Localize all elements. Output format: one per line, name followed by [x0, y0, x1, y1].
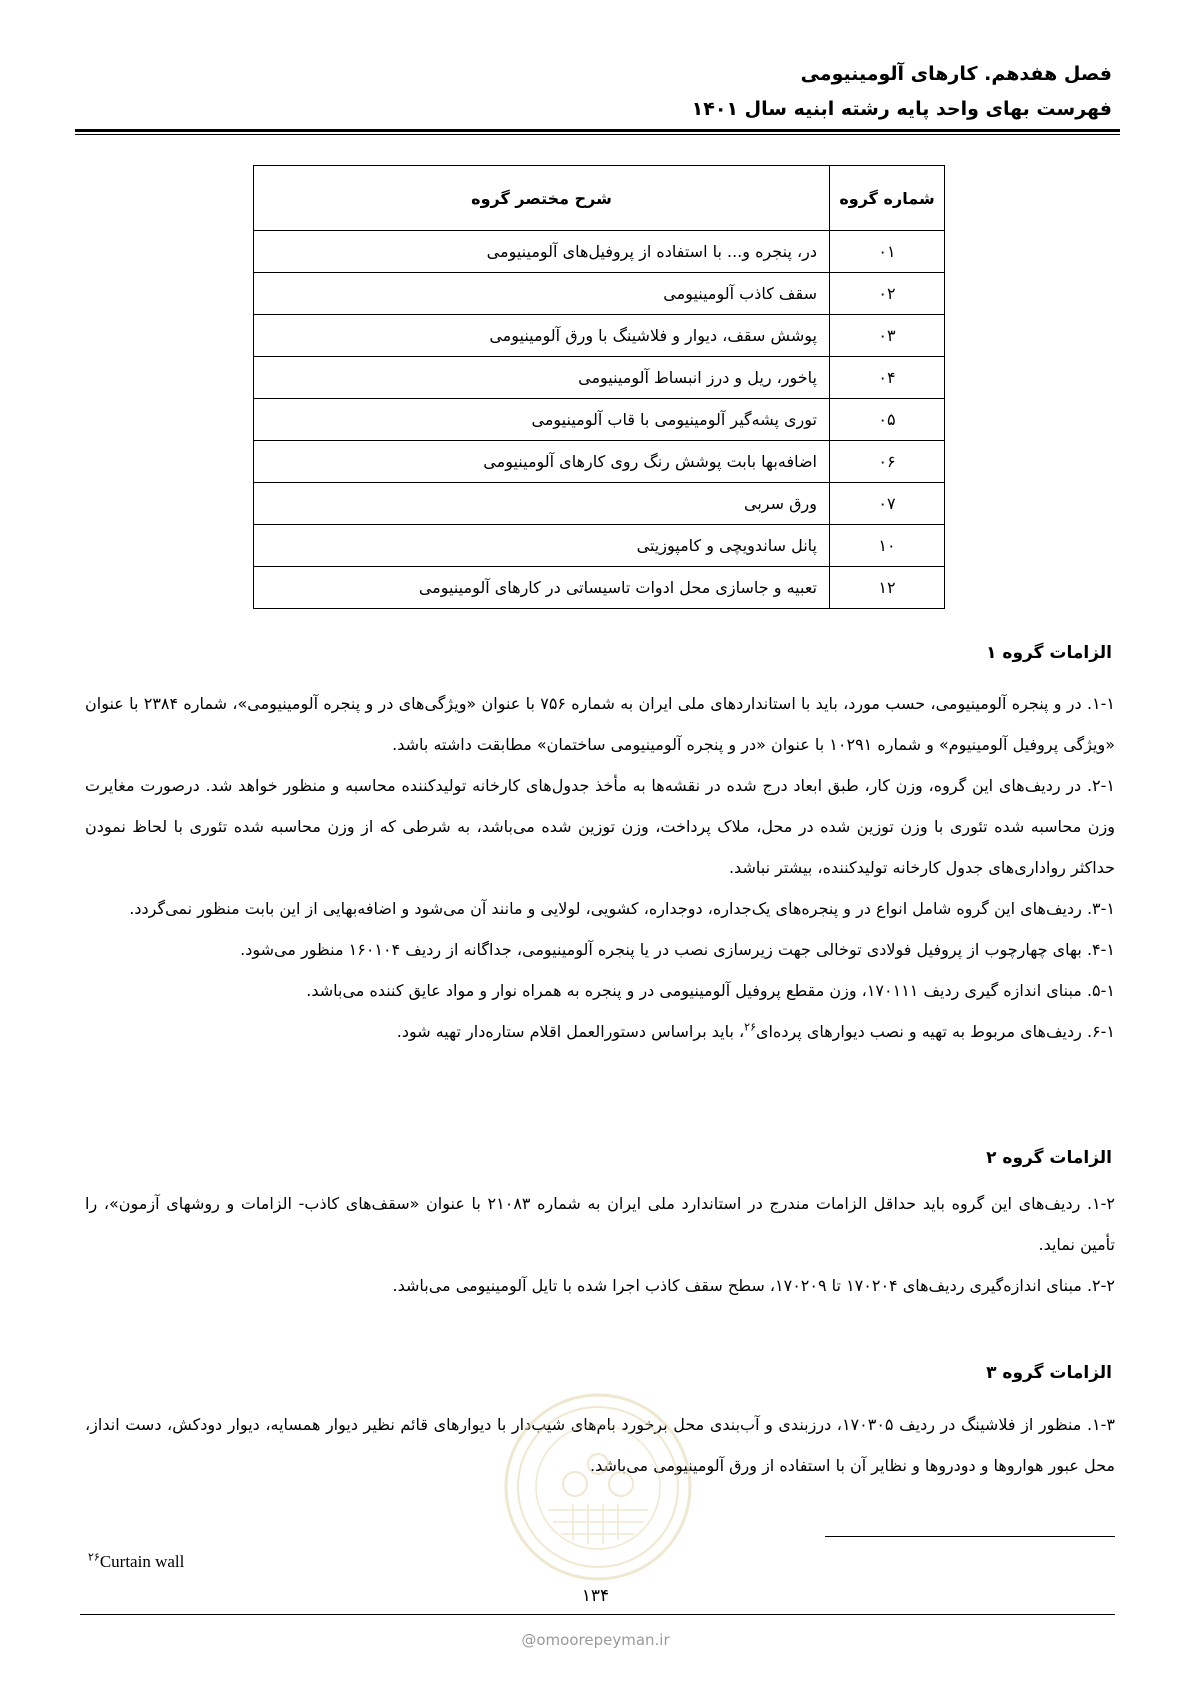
- group-number: ۰۵: [830, 399, 945, 441]
- group-description: ورق سربی: [254, 483, 830, 525]
- group-table: [253, 165, 945, 609]
- requirement-paragraph: ۱-۱. در و پنجره آلومینیومی، حسب مورد، باید با استانداردهای ملی ایران به شماره ۷۵۶ با عنوان «ویژگی‌های در و پنجره آلومینیومی»، شماره ۲۳۸۴ با عنوان «ویژگی پروفیل آلومینیوم» و شماره ۱۰۲۹۱ با عنوان «در و پنجره آلومینیومی ساختمان» مطابقت داشته باشد.: [85, 694, 1116, 754]
- section-title-group-1: الزامات گروه ۱: [986, 643, 1112, 663]
- group-description: پانل ساندویچی و کامپوزیتی: [254, 525, 830, 567]
- group-description: اضافه‌بها بابت پوشش رنگ روی کارهای آلومینیومی: [254, 441, 830, 483]
- requirement-paragraph: ۱-۲. ردیف‌های این گروه باید حداقل الزامات مندرج در استاندارد ملی ایران به شماره ۲۱۰۸۳ با عنوان «سقف‌های کاذب- الزامات و روشهای آزمون»، را تأمین نماید.: [85, 1194, 1116, 1254]
- header-group-description: شرح مختصر گروه: [254, 166, 830, 231]
- requirement-paragraph: ۲-۲. مبنای اندازه‌گیری ردیف‌های ۱۷۰۲۰۴ تا ۱۷۰۲۰۹، سطح سقف کاذب اجرا شده با تایل آلومینیومی می‌باشد.: [392, 1276, 1115, 1295]
- group-description: پاخور، ریل و درز انبساط آلومینیومی: [254, 357, 830, 399]
- footer-rule: [80, 1614, 1115, 1615]
- section-body-group-1: [85, 683, 1115, 1052]
- chapter-title: فصل هفدهم. کارهای آلومینیومی: [800, 63, 1112, 85]
- footnote-separator: [825, 1536, 1115, 1537]
- table-row: [254, 525, 945, 567]
- group-number: ۰۱: [830, 231, 945, 273]
- group-number: ۰۲: [830, 273, 945, 315]
- group-number: ۰۴: [830, 357, 945, 399]
- requirement-text: ۶-۱. ردیف‌های مربوط به تهیه و نصب دیوارهای پرده‌ای: [756, 1022, 1115, 1041]
- table-header-row: [254, 166, 945, 231]
- requirement-text-continued: ، باید براساس دستورالعمل اقلام ستاره‌دار تهیه شود.: [396, 1022, 745, 1041]
- table-row: [254, 441, 945, 483]
- requirement-paragraph: [85, 1011, 1115, 1052]
- group-description: تعبیه و جاسازی محل ادوات تاسیساتی در کارهای آلومینیومی: [254, 567, 830, 609]
- group-number: ۰۶: [830, 441, 945, 483]
- header-rule-thick: [75, 129, 1120, 132]
- watermark-seal-logo: [503, 1392, 693, 1582]
- group-number: ۰۳: [830, 315, 945, 357]
- header-group-number: شماره گروه: [830, 166, 945, 231]
- group-description: سقف کاذب آلومینیومی: [254, 273, 830, 315]
- group-description: پوشش سقف، دیوار و فلاشینگ با ورق آلومینیومی: [254, 315, 830, 357]
- group-description: در، پنجره و... با استفاده از پروفیل‌های آلومینیومی: [254, 231, 830, 273]
- table-row: [254, 315, 945, 357]
- table-row: [254, 399, 945, 441]
- header-rule-thin: [75, 134, 1120, 135]
- group-description: توری پشه‌گیر آلومینیومی با قاب آلومینیومی: [254, 399, 830, 441]
- table-row: [254, 273, 945, 315]
- group-number: ۱۲: [830, 567, 945, 609]
- group-number: ۱۰: [830, 525, 945, 567]
- price-list-subtitle: فهرست بهای واحد پایه رشته ابنیه سال ۱۴۰۱: [691, 98, 1112, 120]
- footnote-text: Curtain wall: [99, 1552, 185, 1571]
- requirement-paragraph: ۴-۱. بهای چهارچوب از پروفیل فولادی توخالی جهت زیرسازی نصب در یا پنجره آلومینیومی، جداگانه از ردیف ۱۶۰۱۰۴ منظور می‌شود.: [240, 940, 1115, 959]
- requirement-paragraph: ۱-۳. منظور از فلاشینگ در ردیف ۱۷۰۳۰۵، درزبندی و آب‌بندی محل برخورد بام‌های شیب‌دار با دیوارهای قائم نظیر دیوار همسایه، دیوار دودکش، دست انداز، محل عبور هواروها و دودروها و نظایر آن با استفاده از ورق آلومینیومی می‌باشد.: [85, 1415, 1115, 1475]
- requirement-paragraph: ۵-۱. مبنای اندازه گیری ردیف ۱۷۰۱۱۱، وزن مقطع پروفیل آلومینیومی در و پنجره به همراه نوار و مواد عایق کننده می‌باشد.: [306, 981, 1115, 1000]
- section-body-group-2: [85, 1183, 1115, 1306]
- watermark-text: @omoorepeyman.ir: [521, 1631, 670, 1649]
- footnote-marker: ۲۶: [88, 1550, 100, 1564]
- group-number: ۰۷: [830, 483, 945, 525]
- footnote-reference: ۲۶: [744, 1020, 756, 1034]
- section-title-group-3: الزامات گروه ۳: [986, 1363, 1112, 1383]
- requirement-paragraph: ۳-۱. ردیف‌های این گروه شامل انواع در و پنجره‌های یک‌جداره، دوجداره، کشویی، لولایی و مانند آن می‌شود و اضافه‌بهایی از این بابت منظور نمی‌گردد.: [129, 899, 1115, 918]
- table-row: [254, 483, 945, 525]
- table-row: [254, 357, 945, 399]
- table-row: [254, 567, 945, 609]
- section-title-group-2: الزامات گروه ۲: [986, 1148, 1112, 1168]
- footnote: [88, 1550, 184, 1574]
- requirement-paragraph: ۲-۱. در ردیف‌های این گروه، وزن کار، طبق ابعاد درج شده در نقشه‌ها به مأخذ جدول‌های کارخانه تولیدکننده محاسبه و منظور خواهد شد. درصورت مغایرت وزن محاسبه شده تئوری با وزن توزین شده در محل، ملاک پرداخت، وزن توزین شده می‌باشد، به شرطی که از وزن محاسبه شده تئوری با لحاظ نمودن حداکثر رواداری‌های جدول کارخانه تولیدکننده، بیشتر نباشد.: [85, 776, 1115, 877]
- page-number: ۱۳۴: [581, 1586, 610, 1606]
- table-row: [254, 231, 945, 273]
